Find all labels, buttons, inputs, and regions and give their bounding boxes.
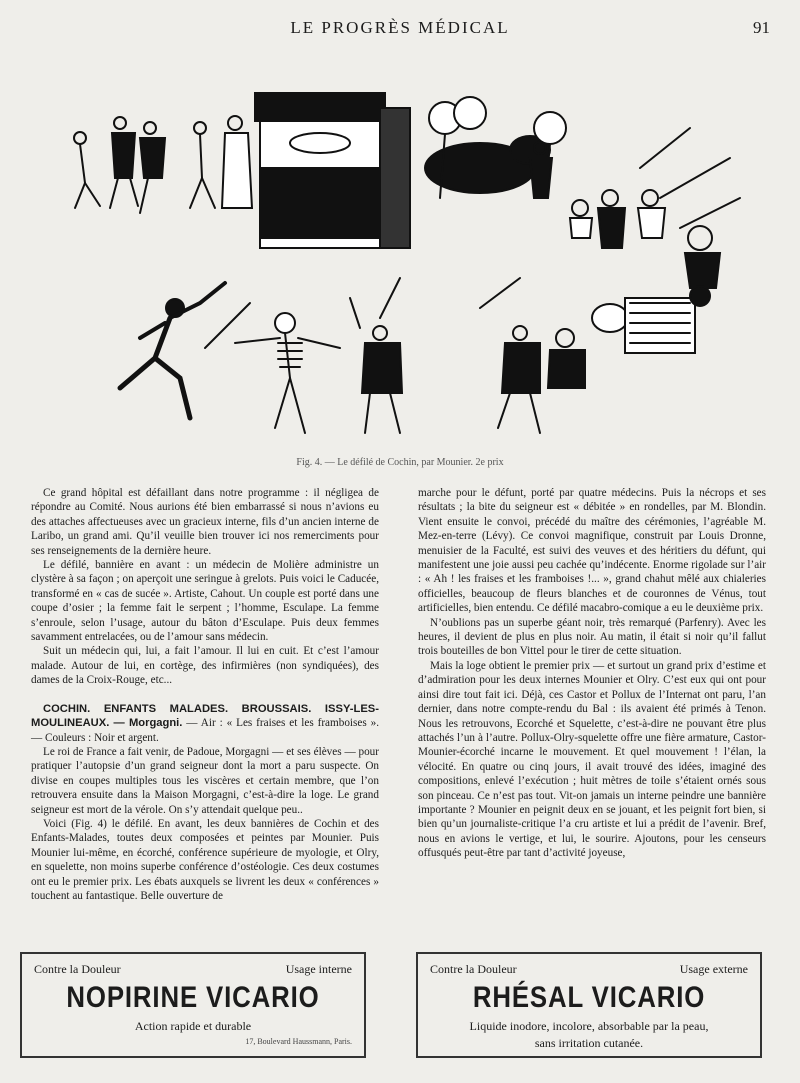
- left-figures: [74, 116, 252, 213]
- ad-description: Liquide inodore, incolore, absorbable par la peau,: [469, 1019, 709, 1033]
- advertisement-nopirine: [20, 952, 366, 1058]
- ad-tagline: Contre la Douleur: [430, 962, 517, 976]
- advertisement-rhesal: [416, 952, 762, 1058]
- ad-usage: Usage externe: [679, 962, 748, 976]
- page-header: [0, 18, 800, 44]
- paragraph: Le roi de France a fait venir, de Padoue, Morgagni — et ses élèves — pour pratiquer l’autopsie d’un grand seigneur dont la mort a paru suspecte. On divise en coupes multiples tous les viscères et certain membre, que l’on retrouvera ensuite dans la Maison Morgagni, c’est-à-dire la loge. Le grand seigneur est mort de la vérole. On s’y attendait quelque peu..: [31, 745, 379, 816]
- section-title: COCHIN. ENFANTS MALADES. BROUSSAIS. ISSY-LES-MOULINEAUX. — Morgagni.: [31, 702, 379, 730]
- section-subtitle: — Air : « Les fraises et les framboises ». — Couleurs : Noir et argent.: [31, 717, 379, 744]
- section-heading: [31, 702, 379, 745]
- paragraph: Mais la loge obtient le premier prix — et surtout un grand prix d’estime et d’admiration pour les deux internes Mounier et Olry. C’est eux qui ont pour ainsi dire tout fait ici. Déjà, ces Castor et Pollux de l’Internat ont paru, l’an dernier, dans notre compte-rendu du Bal : ils avaient été primés à Tenon. Nous les retrouvons, Ecorché et Squelette, c’est-à-dire ne pouvant être plus attachés l’un à l’autre. Pollux-Olry-squelette offre une fière armature, Castor-Mounier-écorché incarne le mouvement. Et quel mouvement ! l’élan, la vélocité. En quatre ou cinq jours, il avait trouvé des idées, imaginé des compositions, enlevé l’exécution ; huit mètres de toile s’étaient ornés sous son pinceau. Ce n’est pas tout. Vit-on jamais un interne peindre une bannière importante ? Mounier en peignit deux en se jouant, et les peignit fort bien, si bien qu’un journaliste-critique l’a cru artiste et lui a prédit de l’avenir. Bref, nous en avions le vertige, et lui, le sourire. Ajoutons, pour les censeurs offusqués peut-être par tant d’activité joyeuse,: [418, 659, 766, 860]
- doctors-lower: [350, 278, 585, 433]
- ad-tagline: Contre la Douleur: [34, 962, 121, 976]
- skeleton-figure: [235, 313, 340, 433]
- parade-illustration: [40, 48, 760, 458]
- right-column: [418, 486, 766, 861]
- paragraph: N’oublions pas un superbe géant noir, très remarqué (Parfenry). Avec les heures, il devient de plus en plus noir. Au matin, il était si noir qu’il fallut trois bouteilles de bon Vittel pour le tirer de cette situation.: [418, 616, 766, 658]
- paragraph: marche pour le défunt, porté par quatre médecins. Puis la nécrops et ses résultats ; la bite du seigneur est « débitée » en rondelles, par M. Blondin. Vient ensuite le convoi, précédé du maître des cérémonies, l’agréable M. Mez-en-terre (Lévy). Ce convoi magnifique, construit par Louis Dronne, menuisier de la Faculté, est suivi des veuves et des héritiers du défunt, qui manifestent une joie aussi peu cachée qu’indécente. Enorme rigolade sur l’air : « Ah ! les fraises et les framboises !... », grand chahut mêlé aux chialeries officielles, beaucoup de fleurs blanches et de couronnes de Vénus, tout artificielles, bien entendu. Ce défilé macabro-comique a eu le deuxième prix.: [418, 487, 766, 615]
- ad-description-line2: sans irritation cutanée.: [534, 1036, 644, 1050]
- paragraph: Le défilé, bannière en avant : un médecin de Molière administre un clystère à sa façon ; on aperçoit une seringue à grelots. Puis voici le Caducée, transformé en « cas de sucée ». Artiste, Cahout. Un couple est porté dans une coupe d’osier ; la femme fait le serpent ; l’homme, Esculape. La femme s’enroule, selon l’usage, autour du bâton d’Esculape. Puis deux femmes savamment entrelacées, ou de l’amour sans médecin.: [31, 559, 379, 644]
- paragraph: Ce grand hôpital est défaillant dans notre programme : il négligea de répondre au Comité. Nous aurions été bien embarrassé si nous n’avions eu des attaches affectueuses avec un gracieux interne, fils d’un ancien interne de Laribo, un grand ami. Qu’il veuille bien trouver ici nos remerciments pour ses renseignements de la dernière heure.: [31, 487, 379, 557]
- figure-caption: Fig. 4. — Le défilé de Cochin, par Mounier. 2e prix: [296, 457, 504, 468]
- right-figures: [530, 128, 740, 288]
- page-number: 91: [753, 18, 770, 37]
- left-column: [31, 486, 379, 903]
- paragraph: Suit un médecin qui, lui, a fait l’amour. Il lui en cuit. Et c’est l’amour malade. Autour de lui, en cortège, des infirmières (non syndiquées), des dames de la Croix-Rouge, etc...: [31, 645, 379, 687]
- ad-usage: Usage interne: [285, 962, 352, 976]
- running-title: LE PROGRÈS MÉDICAL: [290, 18, 510, 37]
- canopy-float: [255, 93, 410, 248]
- ad-product-name: RHÉSAL VICARIO: [472, 981, 706, 1014]
- ad-product-name: NOPIRINE VICARIO: [66, 981, 320, 1014]
- ad-description: Action rapide et durable: [134, 1019, 252, 1033]
- ad-address: 17, Boulevard Haussmann, Paris.: [245, 1037, 352, 1046]
- ecorche-figure: [120, 283, 250, 418]
- paragraph: Voici (Fig. 4) le défilé. En avant, les deux bannières de Cochin et des Enfants-Malades, toutes deux composées et peintes par Mounier. Puis Mounier lui-même, en écorché, conférence supérieure de myologie, et Olry, en squelette, non moins superbe conférence d’ostéologie. Ces deux costumes ont eu le premier prix. Les ébats auxquels se livrent les deux « conférences » touchent au fantastique. Belle ouverture de: [31, 817, 379, 902]
- coffin-convoy: [592, 286, 710, 353]
